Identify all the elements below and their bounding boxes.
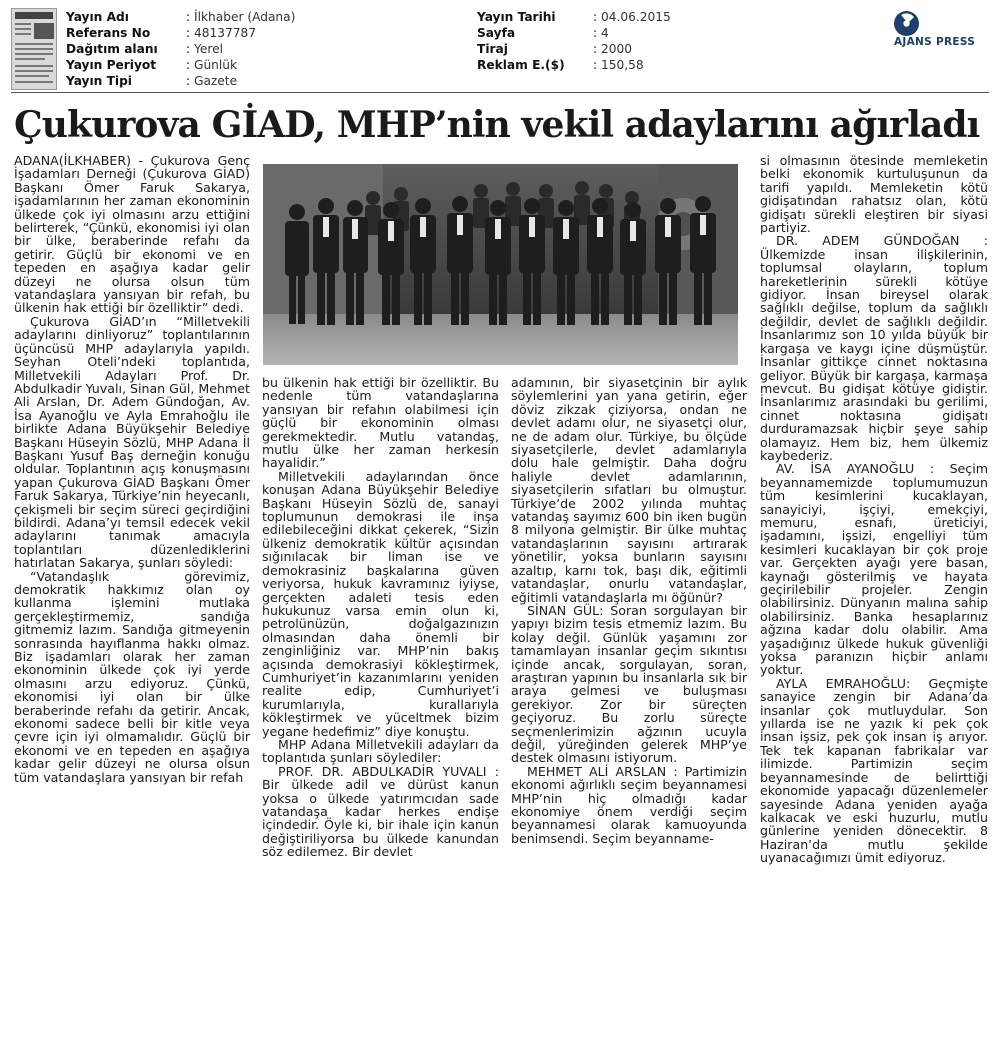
article-paragraph: bu ülkenin hak ettiği bir özelliktir. Bu nedenle tüm vatandaşlarına yansıyan bir refahın olabilmesi için güçlü bir ekonominin olması gerekmektedir. Mutlu vatandaş, mutlu ülke her zaman herkesin hayalidir.” — [262, 375, 499, 471]
article-paragraph: SİNAN GÜL: Soran sorgulayan bir yapıyı bizim tesis etmemiz lazım. Bu kolay değil. Günlük yaşamını zor tamamlayan insanlar geçim sıkıntısı içinde ancak, sorgulayan, soran, araştıran yapının bu insanlarla sık bir araya gelmesi ve buluşması gerekiyor. Zor bir süreçten geçiyoruz. Bu zorlu süreçte seçmenlerimizin ağzının ucuyla değil, yüreğinden gelerek MHP’ye destek olmasını istiyorum. — [511, 602, 747, 766]
article-paragraph: “Vatandaşlık görevimiz, demokratik hakkımız olan oy kullanma işlemini mutlaka gerçekleştirmemiz, sandığa gitmemiz lazım. Sandığa gitmeyenin sonrasında hayıflanma hakkı olmaz. Biz işadamları olarak her zaman ekonominin ülkede çok iyi yerde olmasını arzu ediyoruz. Çünkü, ekonomisi iyi olan bir ülke beraberinde refahı da getirir. Ancak, ekonomi sadece belli bir kitle veya çevre için iyi olmamalıdır. Güçlü bir ekonomi ve en tepeden en aşağıya kadar gelir düzeyi ne olursa olsun tüm vatandaşlara yansıyan bir refah — [14, 568, 250, 785]
ajans-press-wordmark: AJANS PRESS — [894, 36, 976, 48]
article-column-2 — [262, 376, 499, 859]
article-paragraph: adamının, bir siyasetçinin bir aylık söylemlerini yan yana getirin, eğer döviz zikzak çiziyorsa, ondan ne devlet adamı olur, ne siyasetçi olur, ne de adam olur. Türkiye, bu ölçüde siyasetçilerle, devlet adamlarıyla dolu hale gelmiştir. Daha doğru haliyle devlet adamlarının, siyasetçilerin sıfatları bu olmuştur. Türkiye’de 2002 yılında muhtaç vatandaş sayımız 600 bin iken bugün 8 milyona gelmiştir. Bir ülke muhtaç vatandaşlarının sayısını artırarak yönetilir, yoksa bunların sayısını azaltıp, karnı tok, başı dik, eğitimli vatandaşlar, onurlu vatandaşlar, eğitimli vatandaşlarla mı öğünür? — [511, 375, 747, 605]
article-paragraph: si olmasının ötesinde memleketin belki ekonomik kurtuluşunun da tarifi yapıldı. Memleketin kötü gidişatından rahatsız olan, kötü gidişatı sürekli eleştiren bir siyasi partiyiz. — [760, 153, 988, 236]
header-divider — [11, 92, 989, 93]
article-column-4 — [760, 154, 988, 865]
meta-row-distribution: Dağıtım alanı : Yerel — [66, 42, 223, 56]
group-photo-icon — [263, 164, 738, 365]
meta-row-ad-value: Reklam E.($) : 150,58 — [477, 58, 644, 72]
article-column-3 — [511, 376, 747, 845]
meta-row-period: Yayın Periyot : Günlük — [66, 58, 238, 72]
article-paragraph: AV. İSA AYANOĞLU : Seçim beyannamemizde toplumumuzun tüm kesimlerini kucaklayan, sanayiciyi, işçiyi, emekçiyi, memuru, esnafı, üreticiyi, işadamını, işsizi, engelliyi tüm kesimleri kucaklayan bir çok proje var. Gerçekten ayağı yere basan, kaynağı gösterilmiş ve hayata geçirilebilir projeler. Zengin olabilirsiniz. Dünyanın malına sahip olabilirsiniz. Banka hesaplarınız ağzına kadar dolu olabilir. Ama yaşadığınız ülkede hukuk güvenliği yoksa paranızın hiçbir anlamı yoktur. — [760, 461, 988, 678]
article-paragraph: MHP Adana Milletvekili adayları da toplantıda şunları söylediler: — [262, 736, 499, 766]
article-group-photo[interactable] — [263, 164, 738, 365]
ajans-press-logo-icon — [893, 10, 920, 37]
clipping-meta-right — [477, 9, 671, 73]
meta-row-type: Yayın Tipi : Gazete — [66, 74, 238, 88]
article-paragraph: Çukurova GİAD’ın “Milletvekili adaylarını dinliyoruz” toplantılarının üçüncüsü MHP adaylarıyla yapıldı. Seyhan Oteli’ndeki toplantıda, Milletvekili Adayları Prof. Dr. Abdulkadir Yuvalı, Sinan Gül, Mehmet Ali Arslan, Dr. Adem Gündoğan, Av. İsa Ayanoğlu ve Ayla Emrahoğlu ile birlikte Adana Büyükşehir Belediye Başkanı Hüseyin Sözlü, MHP Adana İl Başkanı Yusuf Baş derneğin konuğu oldular. Toplantının açış konuşmasını yapan Çukurova GİAD Başkanı Ömer Faruk Sakarya, Türkiye’nin heyecanlı, çekişmeli bir seçim süreci geçirdiğini bildirdi. Adana’yı temsil edecek vekil adaylarını tanımak amacıyla toplantıları düzenlediklerini hatırlatan Sakarya, şunları söyledi: — [14, 313, 250, 571]
clipping-thumbnail[interactable] — [11, 8, 57, 90]
meta-row-circulation: Tiraj : 2000 — [477, 42, 633, 56]
article-paragraph: DR. ADEM GÜNDOĞAN : Ülkemizde insan ilişkilerinin, toplumsal olayların, toplum hareketlerinin sürekli kötüye gidiyor. İnsan bireysel olarak sağlıklı değilse, toplum da sağlıklı değildir, devlet de sağlıklı değildir. İnsanlarımız son 10 yılda büyük bir kargaşa ve kaygı içine düşmüştür. İnsanlar gittikçe cinnet noktasına geliyor. Büyük bir kargaşa, karmaşa mevcut. Bu gidişat kötüye gidiştir. İnsanlarımız arasındaki bu gerilimi, cinnet noktasına gidişatı durduramazsak hiçbir şeye sahip olamayız. Hem biz, hem ülkemiz kaybederiz. — [760, 233, 988, 463]
ajans-press-logo — [893, 10, 989, 50]
meta-row-date: Yayın Tarihi : 04.06.2015 — [477, 10, 671, 24]
article-headline: Çukurova GİAD, MHP’nin vekil adaylarını ağırladı — [14, 104, 980, 146]
meta-row-page: Sayfa : 4 — [477, 26, 609, 40]
article-paragraph: AYLA EMRAHOĞLU: Geçmişte sanayice zengin bir Adana’da insanlar çok mutluydular. Son yıllarda ise ne yazık ki pek çok insan işsiz, pek çok insan iş arıyor. Tek tek kapanan fabrikalar var ilimizde. Partimizin seçim beyannamesinde de belirttiği ekonomide yapacağı düzenlemeler sayesinde Adana yeniden ayağa kalkacak ve eski huzurlu, mutlu günlerine yeniden dönecektir. 8 Haziran’da mutlu şekilde uyanacağımızı ümit ediyoruz. — [760, 675, 988, 866]
article-paragraph: ADANA(İLKHABER) - Çukurova Genç İşadamları Derneği (Çukurova GİAD) Başkanı Ömer Faruk Sakarya, işadamlarının her zaman ekonominin ülkede çok iyi olmasını arzu ettiğini belirterek, “Çünkü, ekonomisi iyi olan bir ülke, beraberinde refahı da getirir. Güçlü bir ekonomi ve en tepeden en aşağıya kadar gelir düzeyi ne olursa olsun tüm vatandaşlara yansıyan bir refah, bu ülkenin hak ettiği bir özelliktir” dedi. — [14, 153, 250, 316]
clipping-meta-left — [66, 9, 295, 89]
meta-row-publication: Yayın Adı : İlkhaber (Adana) — [66, 10, 296, 24]
meta-row-reference: Referans No : 48137787 — [66, 26, 257, 40]
article-column-1 — [14, 154, 250, 784]
article-paragraph: Milletvekili adaylarından önce konuşan Adana Büyükşehir Belediye Başkanı Hüseyin Sözlü de, sanayi toplumunun demokrasi ile inşa edilebileceğini dikkat çekerek, “Sizin ülkeniz demokratik kültür açısından sığınılacak bir liman ise ve demokrasiniz başkalarına güven veriyorsa, hukuk kavramınız iyiyse, gerçekten adaleti tesis eden hukukunuz varsa emin olun ki, petrolünüzün, doğalgazınızın olmasından daha önemli bir zenginliğiniz var. MHP’nin bakış açısında demokrasiyi kökleştirmek, Cumhuriyet’in kazanımlarını yeniden realite edip, Cumhuriyet’i kurumlarıyla, kurallarıyla kökleştirmek ve yüceltmek bizim yegane hedefimiz” diye konuştu. — [262, 468, 499, 739]
article-paragraph: MEHMET ALİ ARSLAN : Partimizin ekonomi ağırlıklı seçim beyannamesi MHP’nin hiç olmadığı kadar ekonomiye önem verdiği seçim beyannamesi olarak kamuoyunda benimsendi. Seçim beyanname- — [511, 763, 747, 846]
article-paragraph: PROF. DR. ABDULKADİR YUVALI : Bir ülkede adil ve dürüst kanun yoksa o ülkede yatırımcıdan sade vatandaşa kadar herkes endişe içindedir. Öyle ki, bir ihale için kanun değiştiriliyorsa bu ülkede kanundan söz edilemez. Bir devlet — [262, 763, 499, 860]
